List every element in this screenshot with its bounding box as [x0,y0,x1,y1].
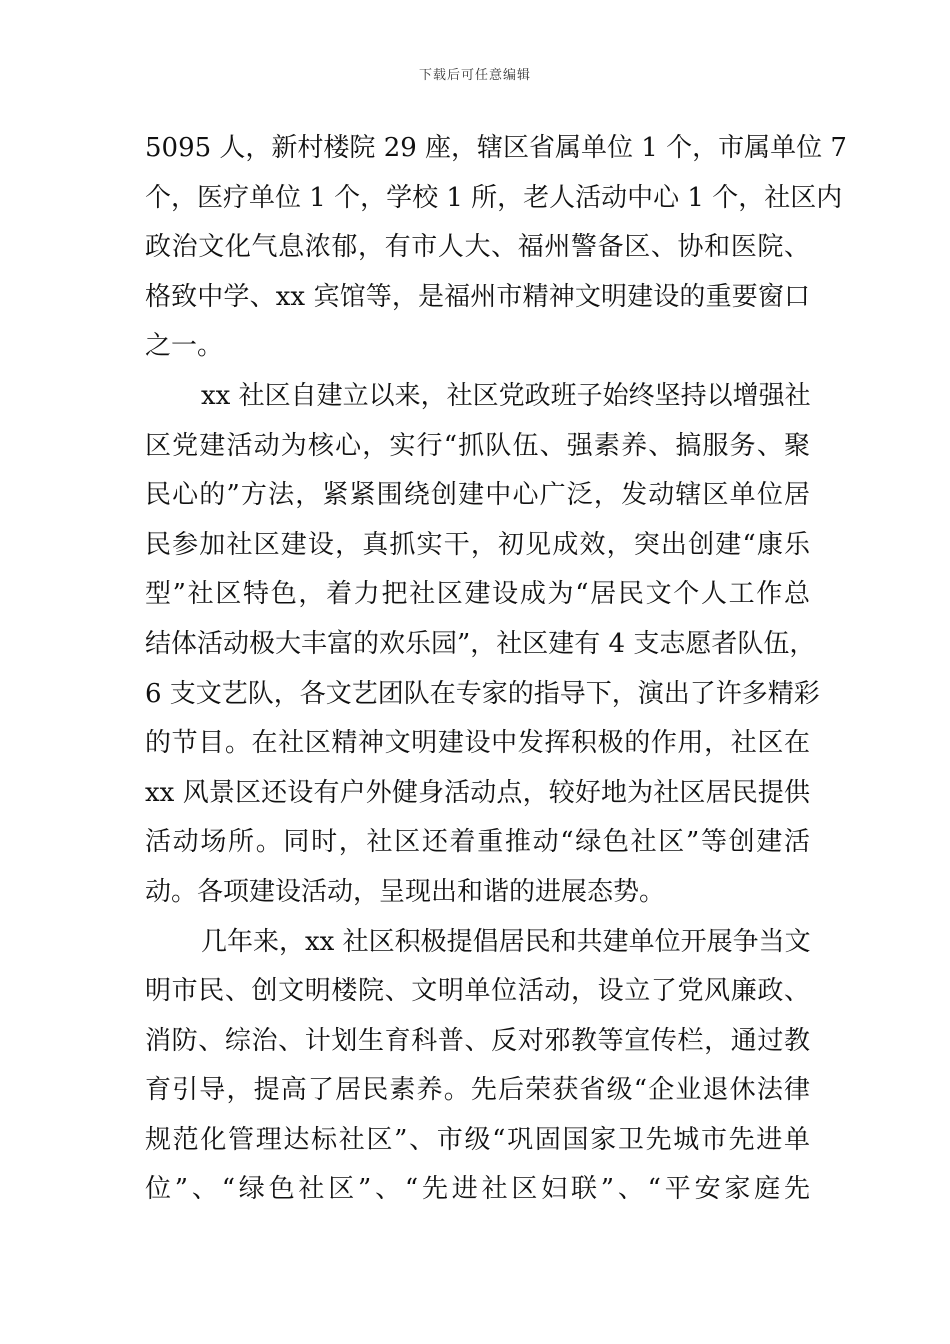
text-line: 消防、综治、计划生育科普、反对邪教等宣传栏，通过教 [145,1025,810,1056]
text-line: 民参加社区建设，真抓实干，初见成效，突出创建“康乐 [145,529,810,560]
text-line: 育引导，提高了居民素养。先后荣获省级“企业退休法律 [145,1075,810,1106]
text-line: 位”、“绿色社区”、“先进社区妇联”、“平安家庭先 [145,1174,810,1205]
text-line: 区党建活动为核心，实行“抓队伍、强素养、搞服务、聚 [145,430,810,461]
text-line: 动。各项建设活动，呈现出和谐的进展态势。 [145,876,666,907]
text-line: 格致中学、xx 宾馆等，是福州市精神文明建设的重要窗口 [145,281,810,312]
text-line: 几年来，xx 社区积极提倡居民和共建单位开展争当文 [201,926,811,957]
text-line: 6 支文艺队，各文艺团队在专家的指导下，演出了许多精彩 [145,678,820,709]
text-line: 型”社区特色，着力把社区建设成为“居民文个人工作总 [145,579,810,610]
text-line: xx 风景区还设有户外健身活动点，较好地为社区居民提供 [145,777,810,808]
page-header: 下载后可任意编辑 [418,68,531,83]
text-line: 政治文化气息浓郁，有市人大、福州警备区、协和医院、 [145,232,810,263]
text-line: 的节目。在社区精神文明建设中发挥积极的作用，社区在 [145,728,810,759]
text-line: 之一。 [145,331,224,362]
document-body [145,124,847,1215]
text-line: 活动场所。同时，社区还着重推动“绿色社区”等创建活 [145,827,810,858]
text-line: 明市民、创文明楼院、文明单位活动，设立了党风廉政、 [145,976,810,1007]
text-line: 规范化管理达标社区”、市级“巩固国家卫先城市先进单 [145,1124,810,1155]
text-line: 民心的”方法，紧紧围绕创建中心广泛，发动辖区单位居 [145,480,810,511]
text-line: xx 社区自建立以来，社区党政班子始终坚持以增强社 [201,380,811,411]
text-line: 结体活动极大丰富的欢乐园”，社区建有 4 支志愿者队伍， [145,628,816,659]
text-line: 个，医疗单位 1 个，学校 1 所，老人活动中心 1 个，社区内 [145,182,843,213]
text-line: 5095 人，新村楼院 29 座，辖区省属单位 1 个，市属单位 7 [145,133,847,163]
